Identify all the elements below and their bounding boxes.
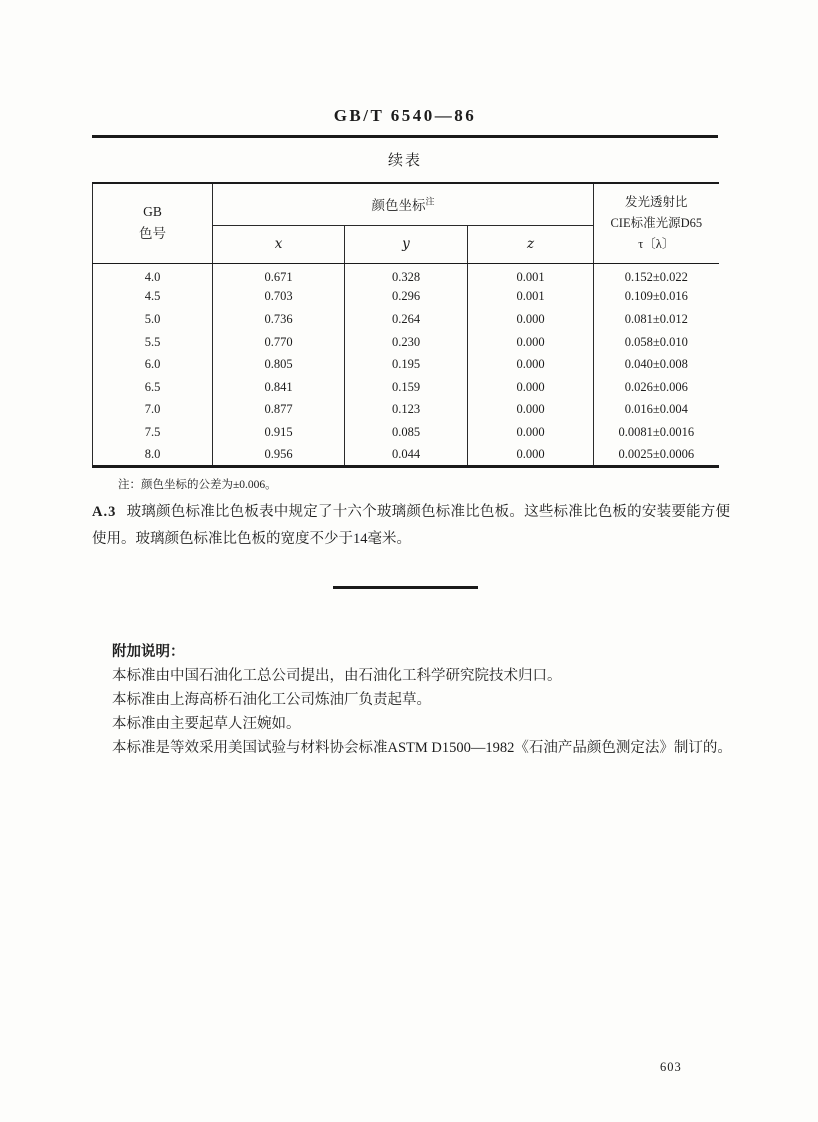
- appendix-line: 本标准由中国石油化工总公司提出，由石油化工科学研究院技术归口。: [112, 668, 562, 684]
- section-end-rule: [333, 586, 478, 589]
- cell-x: 0.841: [213, 376, 345, 399]
- column-header-gb-line1: GB: [143, 204, 162, 220]
- cell-gb: 4.0: [144, 269, 161, 284]
- column-header-gb-number: [93, 183, 213, 263]
- table-row: [93, 286, 719, 309]
- additional-notes-section: [112, 640, 762, 760]
- cell-y: 0.328: [345, 263, 468, 286]
- cell-x: 0.956: [213, 444, 345, 467]
- continued-table-label: 续表: [387, 153, 422, 169]
- cell-z: 0.000: [468, 399, 594, 422]
- appendix-line: 本标准由上海高桥石油化工公司炼油厂负责起草。: [112, 692, 431, 708]
- cell-y: 0.230: [345, 331, 468, 354]
- cell-z: 0.001: [468, 286, 594, 309]
- cell-gb: 7.0: [144, 402, 161, 417]
- cell-y: 0.264: [345, 308, 468, 331]
- section-a3-paragraph: [92, 499, 730, 553]
- table-row: [93, 353, 719, 376]
- cell-tau: 0.152±0.022: [594, 263, 719, 286]
- table-row: [93, 331, 719, 354]
- header-rule: [92, 135, 718, 138]
- column-header-y: y: [345, 225, 468, 263]
- cell-x: 0.671: [213, 263, 345, 286]
- additional-notes-title: 附加说明：: [112, 644, 185, 660]
- column-header-x: x: [213, 225, 345, 263]
- cell-z: 0.000: [468, 376, 594, 399]
- table-header-row-1: [93, 183, 719, 225]
- cell-tau: 0.081±0.012: [594, 308, 719, 331]
- cell-x: 0.915: [213, 421, 345, 444]
- section-a3-text: 玻璃颜色标准比色板表中规定了十六个玻璃颜色标准比色板。这些标准比色板的安装要能方便使用。玻璃颜色标准比色板的宽度不少于14毫米。: [92, 504, 730, 547]
- cell-gb: 5.0: [144, 311, 161, 326]
- cell-gb: 6.0: [144, 357, 161, 372]
- cell-y: 0.085: [345, 421, 468, 444]
- cell-y: 0.123: [345, 399, 468, 422]
- standard-code-heading: GB/T 6540—86: [333, 106, 477, 125]
- page-number: 603: [660, 1060, 682, 1074]
- column-header-luminous-transmittance: [594, 183, 719, 263]
- tau-header-line1: 发光透射比: [625, 194, 688, 209]
- cell-gb: 4.5: [144, 289, 161, 304]
- column-group-color-coordinates: [213, 183, 594, 225]
- table-row: [93, 444, 719, 467]
- cell-y: 0.296: [345, 286, 468, 309]
- column-header-gb-line2: 色号: [139, 226, 166, 242]
- cell-z: 0.000: [468, 421, 594, 444]
- cell-x: 0.703: [213, 286, 345, 309]
- cell-tau: 0.0025±0.0006: [594, 444, 719, 467]
- cell-gb: 7.5: [144, 424, 161, 439]
- tau-header-line2: CIE标准光源D65: [610, 215, 703, 230]
- cell-tau: 0.109±0.016: [594, 286, 719, 309]
- cell-y: 0.195: [345, 353, 468, 376]
- cell-x: 0.805: [213, 353, 345, 376]
- cell-x: 0.736: [213, 308, 345, 331]
- footnote-marker: 注: [425, 196, 435, 207]
- table-row: [93, 421, 719, 444]
- table-row: [93, 399, 719, 422]
- cell-gb: 8.0: [144, 446, 161, 461]
- cell-tau: 0.040±0.008: [594, 353, 719, 376]
- table-footnote: 注：颜色坐标的公差为±0.006。: [118, 479, 277, 491]
- section-a3-label: A.3: [92, 504, 117, 520]
- cell-x: 0.770: [213, 331, 345, 354]
- cell-z: 0.001: [468, 263, 594, 286]
- cell-tau: 0.016±0.004: [594, 399, 719, 422]
- cell-z: 0.000: [468, 353, 594, 376]
- table-row: [93, 376, 719, 399]
- color-coordinates-table: [92, 182, 719, 468]
- cell-tau: 0.058±0.010: [594, 331, 719, 354]
- cell-z: 0.000: [468, 331, 594, 354]
- cell-z: 0.000: [468, 444, 594, 467]
- cell-tau: 0.0081±0.0016: [594, 421, 719, 444]
- appendix-line: 本标准是等效采用美国试验与材料协会标准ASTM D1500—1982《石油产品颜色测定法》制订的。: [112, 740, 732, 756]
- table-row: [93, 308, 719, 331]
- tau-header-line3: τ〔λ〕: [638, 236, 675, 251]
- appendix-line: 本标准由主要起草人汪婉如。: [112, 716, 301, 732]
- cell-x: 0.877: [213, 399, 345, 422]
- cell-y: 0.044: [345, 444, 468, 467]
- cell-gb: 6.5: [144, 379, 161, 394]
- cell-z: 0.000: [468, 308, 594, 331]
- cell-y: 0.159: [345, 376, 468, 399]
- table-row: [93, 263, 719, 286]
- column-header-z: z: [468, 225, 594, 263]
- cell-gb: 5.5: [144, 334, 161, 349]
- color-coordinates-label: 颜色坐标: [371, 198, 426, 214]
- cell-tau: 0.026±0.006: [594, 376, 719, 399]
